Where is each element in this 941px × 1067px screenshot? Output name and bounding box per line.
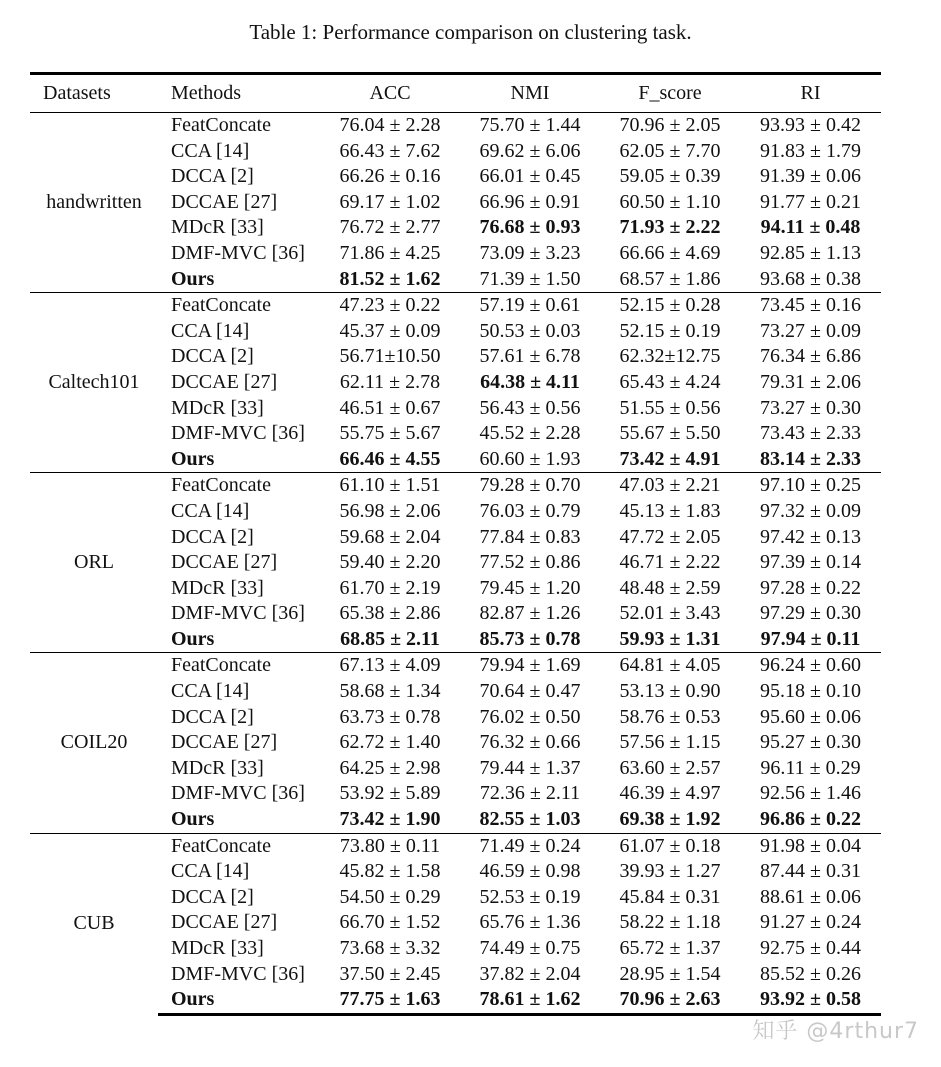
table-row (30, 987, 881, 1014)
ri-value: 97.28 ± 0.22 (760, 576, 861, 599)
table-row (30, 781, 881, 807)
nmi-value: 76.02 ± 0.50 (479, 705, 581, 728)
ri-value: 85.52 ± 0.26 (760, 962, 861, 985)
acc-value: 66.46 ± 4.55 (339, 447, 441, 470)
acc-value: 46.51 ± 0.67 (339, 396, 441, 419)
ri-value: 73.27 ± 0.09 (760, 319, 861, 342)
method-name: DCCAE [27] (171, 731, 278, 754)
method-name: FeatConcate (158, 653, 320, 679)
dataset-name: ORL (30, 473, 158, 653)
fscore-value: 62.05 ± 7.70 (619, 139, 721, 162)
table-caption: Table 1: Performance comparison on clustering task. (249, 20, 692, 44)
acc-value: 73.80 ± 0.11 (320, 833, 460, 859)
nmi-value: 73.09 ± 3.23 (479, 241, 581, 264)
ri-value: 92.85 ± 1.13 (760, 241, 861, 264)
ri-value: 95.27 ± 0.30 (760, 731, 861, 754)
header-datasets: Datasets (30, 74, 158, 113)
method-name: DMF-MVC [36] (171, 602, 305, 625)
ri-value: 95.18 ± 0.10 (760, 680, 861, 703)
nmi-value: 45.52 ± 2.28 (479, 422, 581, 445)
table-row (30, 267, 881, 293)
method-name: Ours (171, 627, 215, 650)
method-name: MDcR [33] (171, 937, 264, 959)
table-row (30, 344, 881, 370)
nmi-value: 82.55 ± 1.03 (479, 808, 581, 831)
dataset-group (30, 833, 881, 1014)
method-name: FeatConcate (158, 833, 320, 859)
method-name: FeatConcate (158, 473, 320, 499)
ri-value: 92.56 ± 1.46 (760, 782, 861, 805)
fscore-value: 58.76 ± 0.53 (619, 705, 721, 728)
method-name: DMF-MVC [36] (171, 782, 305, 805)
acc-value: 37.50 ± 2.45 (339, 962, 441, 985)
fscore-value: 46.71 ± 2.22 (619, 551, 721, 574)
method-name: DCCA [2] (171, 165, 254, 188)
acc-value: 54.50 ± 0.29 (339, 885, 441, 908)
ri-value: 73.45 ± 0.16 (740, 293, 881, 319)
fscore-value: 39.93 ± 1.27 (619, 860, 721, 883)
header-fscore: F_score (600, 74, 740, 113)
ri-value: 88.61 ± 0.06 (760, 885, 861, 908)
ri-value: 97.10 ± 0.25 (740, 473, 881, 499)
method-name: Ours (171, 808, 215, 831)
method-name: DCCA [2] (171, 345, 254, 368)
nmi-value: 66.01 ± 0.45 (479, 165, 581, 188)
table-row (30, 139, 881, 165)
method-name: FeatConcate (158, 293, 320, 319)
method-name: MDcR [33] (171, 756, 264, 779)
fscore-value: 73.42 ± 4.91 (619, 447, 721, 470)
fscore-value: 69.38 ± 1.92 (619, 808, 721, 831)
method-name: DCCAE [27] (171, 370, 278, 393)
ri-value: 93.92 ± 0.58 (740, 987, 881, 1014)
nmi-value: 71.39 ± 1.50 (479, 267, 581, 290)
acc-value: 59.40 ± 2.20 (339, 551, 441, 574)
nmi-value: 64.38 ± 4.11 (480, 370, 580, 393)
ri-value: 97.39 ± 0.14 (760, 551, 861, 574)
ri-value: 94.11 ± 0.48 (760, 216, 861, 239)
nmi-value: 46.59 ± 0.98 (479, 860, 581, 883)
ri-value: 87.44 ± 0.31 (760, 860, 861, 883)
acc-value: 68.85 ± 2.11 (340, 627, 440, 650)
nmi-value: 74.49 ± 0.75 (479, 937, 581, 959)
ri-value: 73.43 ± 2.33 (760, 422, 861, 445)
table-row (30, 473, 881, 499)
fscore-value: 53.13 ± 0.90 (619, 680, 721, 703)
nmi-value: 76.32 ± 0.66 (479, 731, 581, 754)
table-row (30, 885, 881, 911)
nmi-value: 77.84 ± 0.83 (479, 525, 581, 548)
dataset-group (30, 293, 881, 473)
nmi-value: 78.61 ± 1.62 (460, 987, 600, 1014)
acc-value: 66.70 ± 1.52 (339, 911, 441, 934)
header-row (30, 74, 881, 113)
ri-value: 79.31 ± 2.06 (760, 370, 861, 393)
nmi-value: 37.82 ± 2.04 (479, 962, 581, 985)
fscore-value: 52.01 ± 3.43 (619, 602, 721, 625)
acc-value: 73.68 ± 3.32 (339, 937, 441, 959)
results-table (30, 72, 881, 1016)
acc-value: 53.92 ± 5.89 (339, 782, 441, 805)
fscore-value: 46.39 ± 4.97 (619, 782, 721, 805)
watermark: 知乎 @4rthur7 (752, 1019, 919, 1044)
header-ri: RI (740, 74, 881, 113)
acc-value: 62.11 ± 2.78 (339, 370, 441, 393)
nmi-value: 72.36 ± 2.11 (479, 782, 581, 805)
dataset-name: CUB (30, 833, 158, 1014)
method-name: DCCA [2] (171, 705, 254, 728)
fscore-value: 68.57 ± 1.86 (619, 267, 721, 290)
nmi-value: 85.73 ± 0.78 (479, 627, 581, 650)
fscore-value: 57.56 ± 1.15 (619, 731, 721, 754)
table-row (30, 859, 881, 885)
fscore-value: 70.96 ± 2.63 (600, 987, 740, 1014)
dataset-name: COIL20 (30, 653, 158, 833)
nmi-value: 79.94 ± 1.69 (460, 653, 600, 679)
fscore-value: 64.81 ± 4.05 (600, 653, 740, 679)
acc-value: 45.82 ± 1.58 (339, 860, 441, 883)
fscore-value: 65.43 ± 4.24 (619, 370, 721, 393)
acc-value: 56.71±10.50 (339, 345, 441, 368)
dataset-group (30, 653, 881, 833)
method-name: DCCA [2] (171, 525, 254, 548)
acc-value: 61.10 ± 1.51 (320, 473, 460, 499)
table-row (30, 730, 881, 756)
fscore-value: 45.13 ± 1.83 (619, 499, 721, 522)
acc-value: 77.75 ± 1.63 (320, 987, 460, 1014)
method-name: Ours (171, 267, 215, 290)
method-name: MDcR [33] (171, 576, 264, 599)
nmi-value: 57.19 ± 0.61 (460, 293, 600, 319)
nmi-value: 77.52 ± 0.86 (479, 551, 581, 574)
method-name: CCA [14] (171, 680, 250, 703)
acc-value: 47.23 ± 0.22 (320, 293, 460, 319)
fscore-value: 60.50 ± 1.10 (619, 190, 721, 213)
table-row (30, 293, 881, 319)
table-row (30, 319, 881, 345)
fscore-value: 63.60 ± 2.57 (619, 756, 721, 779)
nmi-value: 75.70 ± 1.44 (479, 114, 581, 136)
fscore-value: 62.32±12.75 (619, 345, 721, 368)
acc-value: 69.17 ± 1.02 (339, 190, 441, 213)
header-nmi: NMI (460, 74, 600, 113)
table-row (30, 421, 881, 447)
ri-value: 91.83 ± 1.79 (760, 139, 861, 162)
acc-value: 64.25 ± 2.98 (339, 756, 441, 779)
table-row (30, 627, 881, 653)
table-row (30, 601, 881, 627)
acc-value: 67.13 ± 4.09 (320, 653, 460, 679)
fscore-value: 65.72 ± 1.37 (619, 937, 721, 959)
table-row (30, 833, 881, 859)
ri-value: 76.34 ± 6.86 (760, 345, 861, 368)
nmi-value: 79.44 ± 1.37 (479, 756, 581, 779)
acc-value: 61.70 ± 2.19 (339, 576, 441, 599)
nmi-value: 65.76 ± 1.36 (479, 911, 581, 934)
method-name: DMF-MVC [36] (171, 962, 305, 985)
table-row (30, 215, 881, 241)
table-row (30, 113, 881, 139)
table-row (30, 807, 881, 833)
dataset-name: handwritten (46, 190, 142, 213)
fscore-value: 28.95 ± 1.54 (619, 962, 721, 985)
nmi-value: 66.96 ± 0.91 (479, 190, 581, 213)
fscore-value: 51.55 ± 0.56 (619, 396, 721, 419)
method-name: DCCAE [27] (171, 190, 278, 213)
nmi-value: 79.45 ± 1.20 (479, 576, 581, 599)
ri-value: 91.77 ± 0.21 (760, 190, 861, 213)
acc-value: 66.26 ± 0.16 (339, 165, 441, 188)
table-row (30, 962, 881, 988)
fscore-value: 66.66 ± 4.69 (619, 241, 721, 264)
header-methods: Methods (158, 74, 320, 113)
table-row (30, 499, 881, 525)
ri-value: 91.27 ± 0.24 (760, 911, 861, 934)
nmi-value: 56.43 ± 0.56 (479, 396, 581, 419)
method-name: CCA [14] (171, 860, 250, 883)
nmi-value: 76.68 ± 0.93 (479, 216, 581, 239)
nmi-value: 70.64 ± 0.47 (479, 680, 581, 703)
fscore-value: 59.93 ± 1.31 (619, 627, 721, 650)
table-row (30, 525, 881, 551)
method-name: MDcR [33] (171, 216, 264, 239)
nmi-value: 76.03 ± 0.79 (479, 499, 581, 522)
table-row (30, 576, 881, 602)
acc-value: 71.86 ± 4.25 (339, 241, 441, 264)
table-row (30, 653, 881, 679)
table-row (30, 550, 881, 576)
method-name: MDcR [33] (171, 396, 264, 419)
nmi-value: 69.62 ± 6.06 (479, 139, 581, 162)
fscore-value: 47.03 ± 2.21 (600, 473, 740, 499)
table-row (30, 241, 881, 267)
ri-value: 73.27 ± 0.30 (760, 396, 861, 419)
acc-value: 76.72 ± 2.77 (339, 216, 441, 239)
ri-value: 97.94 ± 0.11 (760, 627, 861, 650)
ri-value: 96.86 ± 0.22 (760, 808, 861, 831)
fscore-value: 45.84 ± 0.31 (619, 885, 721, 908)
acc-value: 76.04 ± 2.28 (339, 114, 441, 136)
fscore-value: 52.15 ± 0.19 (619, 319, 721, 342)
nmi-value: 82.87 ± 1.26 (479, 602, 581, 625)
fscore-value: 59.05 ± 0.39 (619, 165, 721, 188)
table-row (30, 370, 881, 396)
method-name: DCCAE [27] (171, 551, 278, 574)
table-row (30, 679, 881, 705)
acc-value: 73.42 ± 1.90 (339, 808, 441, 831)
method-name: DCCAE [27] (171, 911, 278, 934)
table-row (30, 936, 881, 962)
method-name: CCA [14] (171, 139, 250, 162)
acc-value: 66.43 ± 7.62 (339, 139, 441, 162)
fscore-value: 55.67 ± 5.50 (619, 422, 721, 445)
acc-value: 62.72 ± 1.40 (339, 731, 441, 754)
acc-value: 65.38 ± 2.86 (339, 602, 441, 625)
dataset-name: Caltech101 (30, 293, 158, 473)
acc-value: 58.68 ± 1.34 (339, 680, 441, 703)
fscore-value: 52.15 ± 0.28 (600, 293, 740, 319)
dataset-group (30, 113, 881, 293)
ri-value: 93.68 ± 0.38 (760, 267, 861, 290)
table-row (30, 910, 881, 936)
nmi-value: 79.28 ± 0.70 (460, 473, 600, 499)
table-row (30, 396, 881, 422)
fscore-value: 47.72 ± 2.05 (619, 525, 721, 548)
ri-value: 97.32 ± 0.09 (760, 499, 861, 522)
table-row (30, 705, 881, 731)
nmi-value: 50.53 ± 0.03 (479, 319, 581, 342)
acc-value: 55.75 ± 5.67 (339, 422, 441, 445)
fscore-value: 70.96 ± 2.05 (619, 114, 721, 136)
nmi-value: 60.60 ± 1.93 (479, 447, 581, 470)
acc-value: 63.73 ± 0.78 (339, 705, 441, 728)
ri-value: 96.11 ± 0.29 (760, 756, 861, 779)
nmi-value: 52.53 ± 0.19 (479, 885, 581, 908)
fscore-value: 71.93 ± 2.22 (619, 216, 721, 239)
table-row (30, 190, 881, 216)
method-name: CCA [14] (171, 499, 250, 522)
nmi-value: 71.49 ± 0.24 (460, 833, 600, 859)
method-name: DMF-MVC [36] (171, 241, 305, 264)
acc-value: 81.52 ± 1.62 (339, 267, 441, 290)
ri-value: 92.75 ± 0.44 (760, 937, 861, 959)
ri-value: 97.29 ± 0.30 (760, 602, 861, 625)
ri-value: 91.39 ± 0.06 (760, 165, 861, 188)
header-acc: ACC (320, 74, 460, 113)
acc-value: 56.98 ± 2.06 (339, 499, 441, 522)
acc-value: 45.37 ± 0.09 (339, 319, 441, 342)
table-row (30, 756, 881, 782)
table-row (30, 447, 881, 473)
method-name: Ours (171, 447, 215, 470)
method-name: FeatConcate (171, 114, 271, 136)
method-name: DMF-MVC [36] (171, 422, 305, 445)
nmi-value: 57.61 ± 6.78 (479, 345, 581, 368)
ri-value: 96.24 ± 0.60 (740, 653, 881, 679)
ri-value: 97.42 ± 0.13 (760, 525, 861, 548)
fscore-value: 58.22 ± 1.18 (619, 911, 721, 934)
ri-value: 95.60 ± 0.06 (760, 705, 861, 728)
method-name: Ours (158, 987, 320, 1014)
fscore-value: 48.48 ± 2.59 (619, 576, 721, 599)
method-name: DCCA [2] (171, 885, 254, 908)
ri-value: 83.14 ± 2.33 (760, 447, 861, 470)
method-name: CCA [14] (171, 319, 250, 342)
dataset-group (30, 473, 881, 653)
table-row (30, 164, 881, 190)
ri-value: 93.93 ± 0.42 (760, 114, 861, 136)
fscore-value: 61.07 ± 0.18 (600, 833, 740, 859)
ri-value: 91.98 ± 0.04 (740, 833, 881, 859)
acc-value: 59.68 ± 2.04 (339, 525, 441, 548)
